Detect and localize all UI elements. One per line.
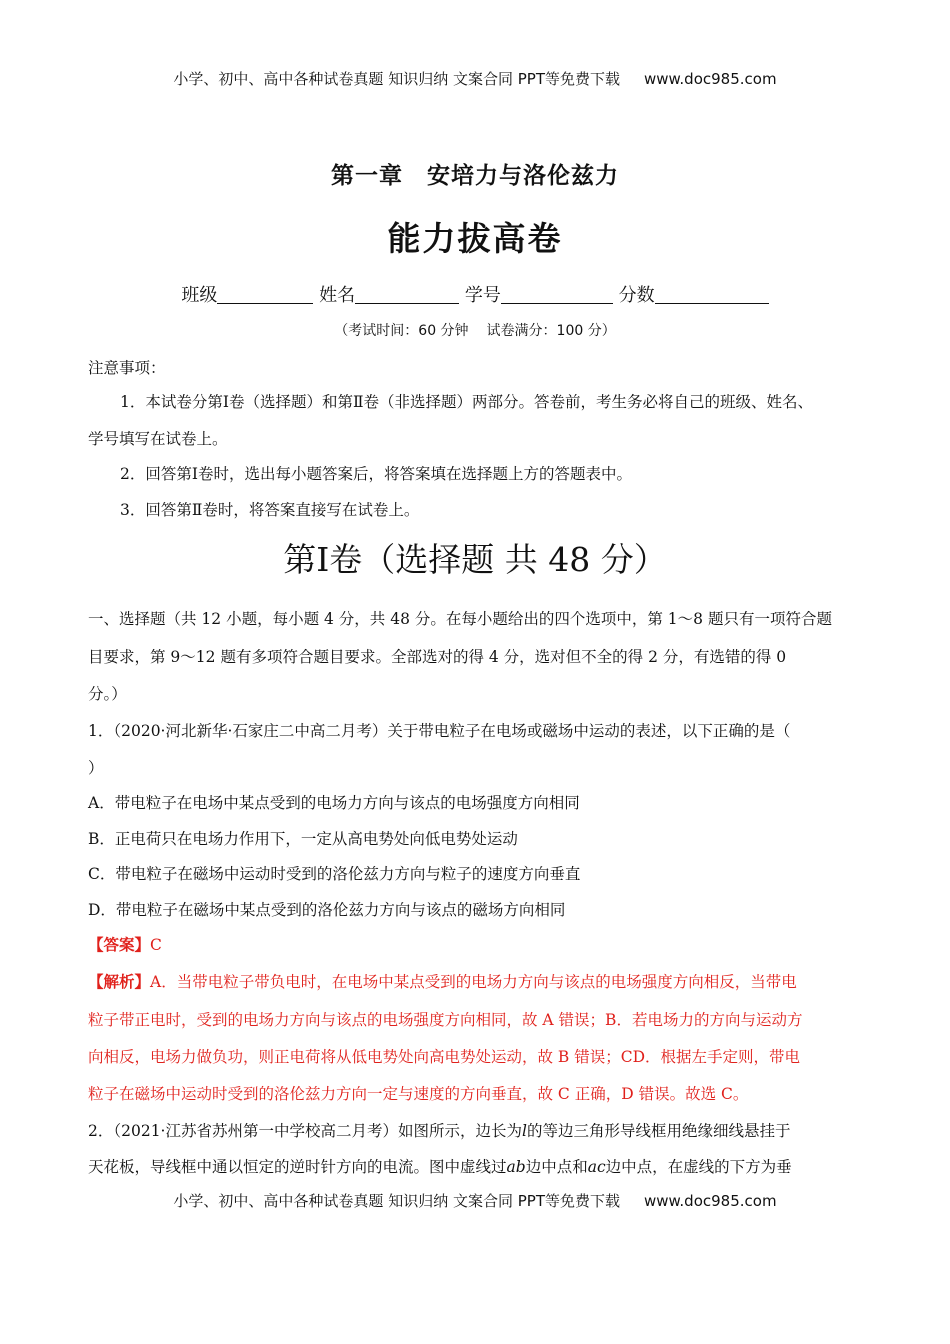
question-1-option-b: B．正电荷只在电场力作用下，一定从高电势处向低电势处运动: [88, 830, 518, 848]
exam-time: （考试时间：60 分钟: [334, 323, 469, 339]
class-field[interactable]: [217, 285, 313, 304]
question-1-option-d: D．带电粒子在磁场中某点受到的洛伦兹力方向与该点的磁场方向相同: [88, 901, 566, 919]
analysis-line-1: A．当带电粒子带负电时，在电场中某点受到的电场力方向与该点的电场强度方向相反，当带电: [150, 973, 797, 991]
exam-info: [0, 320, 950, 340]
section-title: 第Ⅰ卷（选择题 共 48 分）: [283, 540, 667, 579]
number-label: 学号: [464, 285, 501, 306]
analysis-line-4: 粒子在磁场中运动时受到的洛伦兹力方向一定与速度的方向垂直，故 C 正确，D 错误。故选 C。: [88, 1085, 749, 1103]
chapter-number: 第一章: [331, 163, 403, 189]
q2-var-l: l: [522, 1122, 527, 1140]
name-field[interactable]: [355, 285, 459, 304]
chapter-title: [0, 157, 950, 190]
q2-var-ac: ac: [587, 1158, 606, 1176]
q2-var-ab: ab: [506, 1158, 526, 1176]
instructions-line-3: 分。）: [88, 685, 127, 703]
q2-text-2: 的等边三角形导线框用绝缘细线悬挂于: [526, 1122, 791, 1140]
header-text: 小学、初中、高中各种试卷真题 知识归纳 文案合同 PPT等免费下载: [173, 70, 620, 88]
header-site-link[interactable]: www.doc985.com: [643, 70, 777, 88]
number-field[interactable]: [501, 285, 613, 304]
student-info-row: [0, 281, 950, 307]
q2-text-5: 边中点，在虚线的下方为垂: [605, 1158, 792, 1176]
analysis-line-2: 粒子带正电时，受到的电场力方向与该点的电场强度方向相同，故 A 错误；B．若电场力的方向与运动方: [88, 1011, 803, 1029]
page-title: 能力拔高卷: [387, 219, 563, 258]
page-header: [0, 68, 950, 89]
instructions-line-1: 一、选择题（共 12 小题，每小题 4 分，共 48 分。在每小题给出的四个选项中，第 1～8 题只有一项符合题: [88, 610, 832, 628]
question-1-stem: 1．（2020·河北新华·石家庄二中高二月考）关于带电粒子在电场或磁场中运动的表述，以下正确的是（: [88, 722, 791, 740]
footer-site-link[interactable]: www.doc985.com: [643, 1192, 777, 1210]
q2-text-3: 天花板，导线框中通以恒定的逆时针方向的电流。图中虚线过: [88, 1158, 507, 1176]
analysis-label: 【解析】: [88, 972, 151, 991]
answer-value: C: [150, 936, 162, 954]
instructions-line-2: 目要求，第 9～12 题有多项符合题目要求。全部选对的得 4 分，选对但不全的得 2 分，有选错的得 0: [88, 648, 787, 666]
q2-text-4: 边中点和: [525, 1158, 588, 1176]
page-footer: [0, 1190, 950, 1211]
question-1-option-c: C．带电粒子在磁场中运动时受到的洛伦兹力方向与粒子的速度方向垂直: [88, 865, 581, 883]
chapter-name: 安培力与洛伦兹力: [427, 163, 619, 189]
question-2-stem: [88, 1119, 790, 1141]
note-item-1: 1．本试卷分第Ⅰ卷（选择题）和第Ⅱ卷（非选择题）两部分。答卷前，考生务必将自己的班级、姓名、: [120, 393, 814, 411]
note-item-2: 2．回答第Ⅰ卷时，选出每小题答案后，将答案填在选择题上方的答题表中。: [120, 465, 632, 483]
score-label: 分数: [618, 285, 655, 306]
question-2-stem-cont: [88, 1155, 792, 1177]
question-1-analysis: [88, 970, 797, 992]
question-1-answer: [88, 933, 162, 955]
footer-text: 小学、初中、高中各种试卷真题 知识归纳 文案合同 PPT等免费下载: [173, 1192, 620, 1210]
answer-label: 【答案】: [88, 935, 151, 954]
score-field[interactable]: [655, 285, 769, 304]
name-label: 姓名: [319, 285, 356, 306]
question-1-option-a: A．带电粒子在电场中某点受到的电场力方向与该点的电场强度方向相同: [88, 794, 580, 812]
note-item-3: 3．回答第Ⅱ卷时，将答案直接写在试卷上。: [120, 501, 420, 519]
note-item-1-cont: 学号填写在试卷上。: [88, 430, 228, 448]
notes-heading: 注意事项：: [88, 359, 166, 377]
class-label: 班级: [181, 285, 218, 306]
exam-full-score: 试卷满分：100 分）: [486, 323, 616, 339]
analysis-line-3: 向相反，电场力做负功，则正电荷将从低电势处向高电势处运动，故 B 错误；CD．根据左手定则，带电: [88, 1048, 801, 1066]
question-1-stem-cont: ）: [88, 759, 104, 777]
q2-text-1: 2．（2021·江苏省苏州第一中学校高二月考）如图所示，边长为: [88, 1122, 522, 1140]
